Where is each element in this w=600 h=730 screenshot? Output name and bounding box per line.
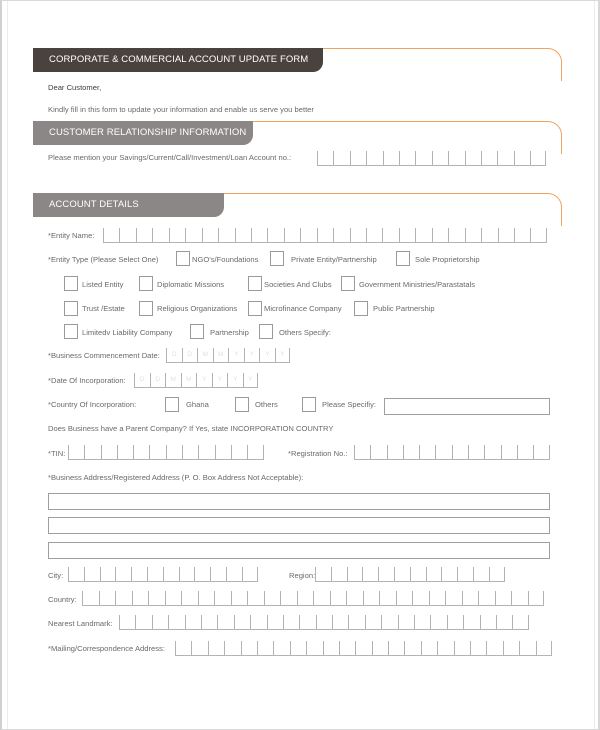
char-box[interactable] — [448, 151, 464, 166]
partnership-checkbox[interactable] — [190, 324, 204, 339]
char-box[interactable] — [437, 641, 453, 656]
private-entity-label: Private Entity/Partnership — [291, 255, 377, 264]
char-box[interactable] — [214, 591, 231, 606]
char-box[interactable] — [497, 151, 513, 166]
char-box[interactable] — [198, 445, 214, 460]
char-box[interactable] — [148, 591, 165, 606]
char-box[interactable] — [501, 445, 517, 460]
char-box[interactable] — [332, 615, 348, 630]
date-char-box[interactable]: M — [181, 373, 197, 388]
mailing-address-label: *Mailing/Correspondence Address: — [48, 644, 165, 653]
char-box[interactable] — [465, 228, 481, 243]
date-char-box[interactable]: Y — [227, 373, 243, 388]
landmark-input[interactable] — [119, 615, 529, 630]
char-box[interactable] — [481, 151, 497, 166]
char-box[interactable] — [165, 591, 182, 606]
char-box[interactable] — [415, 228, 431, 243]
char-box[interactable] — [168, 615, 184, 630]
char-box[interactable] — [68, 567, 84, 582]
char-box[interactable] — [152, 615, 168, 630]
char-box[interactable] — [101, 445, 117, 460]
char-box[interactable] — [355, 641, 371, 656]
business-address-line-1[interactable] — [48, 493, 550, 510]
char-box[interactable] — [323, 641, 339, 656]
country-inc-label: *Country Of Incorporation: — [48, 400, 137, 409]
business-address-line-2[interactable] — [48, 517, 550, 534]
char-box[interactable] — [217, 615, 233, 630]
registration-label: *Registration No.: — [288, 449, 348, 458]
char-box[interactable] — [231, 591, 248, 606]
char-box[interactable] — [191, 641, 207, 656]
char-box[interactable] — [421, 641, 437, 656]
char-box[interactable] — [517, 445, 533, 460]
char-box[interactable] — [366, 151, 382, 166]
char-box[interactable] — [394, 567, 410, 582]
please-specify-checkbox[interactable] — [302, 397, 316, 412]
ghana-checkbox[interactable] — [165, 397, 179, 412]
date-char-box[interactable]: D — [134, 373, 150, 388]
char-box[interactable] — [511, 591, 528, 606]
char-box[interactable] — [169, 228, 185, 243]
char-box[interactable] — [435, 445, 451, 460]
char-box[interactable] — [198, 591, 215, 606]
char-box[interactable] — [317, 151, 333, 166]
char-box[interactable] — [350, 151, 366, 166]
char-box[interactable] — [432, 151, 448, 166]
char-box[interactable] — [503, 641, 519, 656]
date-char-box[interactable]: D — [166, 348, 182, 363]
religious-orgs-checkbox[interactable] — [139, 301, 153, 316]
business-address-line-3[interactable] — [48, 542, 550, 559]
char-box[interactable] — [99, 591, 116, 606]
tin-label: *TIN: — [48, 449, 66, 458]
account-details-title: ACCOUNT DETAILS — [33, 193, 224, 217]
char-box[interactable] — [514, 228, 530, 243]
others-country-checkbox[interactable] — [235, 397, 249, 412]
country-label: Country: — [48, 595, 77, 604]
greeting-text: Dear Customer, — [48, 83, 102, 92]
tin-input[interactable] — [68, 445, 264, 460]
parent-company-label: Does Business have a Parent Company? If Yes, state INCORPORATION COUNTRY — [48, 424, 334, 433]
public-partnership-checkbox[interactable] — [354, 301, 368, 316]
char-box[interactable] — [399, 151, 415, 166]
char-box[interactable] — [283, 615, 299, 630]
societies-clubs-label: Societies And Clubs — [264, 280, 332, 289]
business-address-label: *Business Address/Registered Address (P. O. Box Address Not Acceptable): — [48, 473, 304, 482]
char-box[interactable] — [403, 445, 419, 460]
char-box[interactable] — [273, 641, 289, 656]
char-box[interactable] — [119, 228, 135, 243]
commencement-date-input[interactable] — [166, 348, 290, 363]
char-box[interactable] — [530, 151, 546, 166]
microfinance-label: Microfinance Company — [264, 304, 342, 313]
char-box[interactable] — [218, 228, 234, 243]
char-box[interactable] — [182, 445, 198, 460]
char-box[interactable] — [473, 567, 489, 582]
date-char-box[interactable]: Y — [228, 348, 244, 363]
char-box[interactable] — [235, 228, 251, 243]
others-specify-checkbox[interactable] — [259, 324, 273, 339]
char-box[interactable] — [362, 567, 378, 582]
char-box[interactable] — [290, 641, 306, 656]
char-box[interactable] — [131, 567, 147, 582]
char-box[interactable] — [346, 591, 363, 606]
date-char-box[interactable]: M — [213, 348, 229, 363]
char-box[interactable] — [166, 445, 182, 460]
date-char-box[interactable]: Y — [259, 348, 275, 363]
char-box[interactable] — [339, 641, 355, 656]
city-input[interactable] — [68, 567, 258, 582]
char-box[interactable] — [441, 567, 457, 582]
char-box[interactable] — [251, 228, 267, 243]
form-title: CORPORATE & COMMERCIAL ACCOUNT UPDATE FORM — [33, 48, 323, 72]
char-box[interactable] — [226, 567, 242, 582]
char-box[interactable] — [383, 151, 399, 166]
date-char-box[interactable]: Y — [243, 373, 259, 388]
sole-proprietorship-checkbox[interactable] — [396, 251, 410, 266]
date-char-box[interactable]: Y — [275, 348, 291, 363]
char-box[interactable] — [363, 591, 380, 606]
char-box[interactable] — [300, 228, 316, 243]
char-box[interactable] — [463, 615, 479, 630]
llc-label: Limitedv Liability Company — [82, 328, 173, 337]
date-char-box[interactable]: M — [197, 348, 213, 363]
char-box[interactable] — [528, 591, 545, 606]
others-specify-label: Others Specify: — [279, 328, 331, 337]
please-specify-label: Please Specifiy: — [322, 400, 377, 409]
char-box[interactable] — [454, 641, 470, 656]
char-box[interactable] — [370, 445, 386, 460]
char-box[interactable] — [284, 228, 300, 243]
char-box[interactable] — [210, 567, 226, 582]
char-box[interactable] — [68, 445, 84, 460]
ngo-checkbox[interactable] — [176, 251, 190, 266]
entity-type-label: *Entity Type (Please Select One) — [48, 255, 159, 264]
public-partnership-label: Public Partnership — [373, 304, 435, 313]
char-box[interactable] — [84, 567, 100, 582]
char-box[interactable] — [247, 445, 263, 460]
char-box[interactable] — [194, 567, 210, 582]
trust-estate-checkbox[interactable] — [64, 301, 78, 316]
char-box[interactable] — [399, 228, 415, 243]
char-box[interactable] — [489, 567, 505, 582]
char-box[interactable] — [250, 615, 266, 630]
date-char-box[interactable]: Y — [244, 348, 260, 363]
char-box[interactable] — [257, 641, 273, 656]
char-box[interactable] — [132, 591, 149, 606]
char-box[interactable] — [115, 591, 132, 606]
date-char-box[interactable]: D — [150, 373, 166, 388]
char-box[interactable] — [185, 615, 201, 630]
char-box[interactable] — [152, 228, 168, 243]
char-box[interactable] — [478, 591, 495, 606]
mailing-address-input[interactable] — [175, 641, 552, 656]
char-box[interactable] — [330, 591, 347, 606]
private-entity-checkbox[interactable] — [270, 251, 284, 266]
char-box[interactable] — [512, 615, 528, 630]
char-box[interactable] — [404, 641, 420, 656]
char-box[interactable] — [306, 641, 322, 656]
char-box[interactable] — [215, 445, 231, 460]
char-box[interactable] — [465, 151, 481, 166]
city-label: City: — [48, 571, 64, 580]
llc-checkbox[interactable] — [64, 324, 78, 339]
entity-name-label: *Entity Name: — [48, 231, 95, 240]
char-box[interactable] — [316, 615, 332, 630]
char-box[interactable] — [426, 567, 442, 582]
char-box[interactable] — [354, 445, 370, 460]
char-box[interactable] — [297, 591, 314, 606]
entity-name-input[interactable] — [103, 228, 547, 243]
others-country-label: Others — [255, 400, 278, 409]
char-box[interactable] — [379, 591, 396, 606]
char-box[interactable] — [430, 615, 446, 630]
char-box[interactable] — [136, 228, 152, 243]
char-box[interactable] — [457, 567, 473, 582]
relationship-title: CUSTOMER RELATIONSHIP INFORMATION — [33, 121, 253, 145]
char-box[interactable] — [480, 615, 496, 630]
char-box[interactable] — [372, 641, 388, 656]
char-box[interactable] — [185, 228, 201, 243]
char-box[interactable] — [519, 641, 535, 656]
char-box[interactable] — [280, 591, 297, 606]
char-box[interactable] — [415, 151, 431, 166]
char-box[interactable] — [452, 445, 468, 460]
char-box[interactable] — [536, 641, 552, 656]
char-box[interactable] — [315, 567, 331, 582]
religious-orgs-label: Religious Organizations — [157, 304, 238, 313]
char-box[interactable] — [378, 567, 394, 582]
microfinance-checkbox[interactable] — [248, 301, 262, 316]
societies-clubs-checkbox[interactable] — [248, 276, 262, 291]
landmark-label: Nearest Landmark: — [48, 619, 113, 628]
country-input[interactable] — [82, 591, 544, 606]
char-box[interactable] — [264, 591, 281, 606]
account-no-input[interactable] — [317, 151, 546, 166]
char-box[interactable] — [163, 567, 179, 582]
char-box[interactable] — [84, 445, 100, 460]
char-box[interactable] — [231, 445, 247, 460]
sole-proprietorship-label: Sole Proprietorship — [415, 255, 480, 264]
char-box[interactable] — [119, 615, 135, 630]
char-box[interactable] — [448, 228, 464, 243]
listed-entity-checkbox[interactable] — [64, 276, 78, 291]
char-box[interactable] — [414, 615, 430, 630]
char-box[interactable] — [149, 445, 165, 460]
commencement-date-label: *Business Commencement Date: — [48, 351, 160, 360]
char-box[interactable] — [348, 615, 364, 630]
char-box[interactable] — [202, 228, 218, 243]
char-box[interactable] — [267, 228, 283, 243]
char-box[interactable] — [387, 445, 403, 460]
date-char-box[interactable]: M — [165, 373, 181, 388]
registration-input[interactable] — [354, 445, 550, 460]
char-box[interactable] — [429, 591, 446, 606]
char-box[interactable] — [103, 228, 119, 243]
char-box[interactable] — [486, 641, 502, 656]
char-box[interactable] — [350, 228, 366, 243]
account-no-label: Please mention your Savings/Current/Call/Investment/Loan Account no.: — [48, 153, 292, 162]
char-box[interactable] — [179, 567, 195, 582]
char-box[interactable] — [382, 228, 398, 243]
char-box[interactable] — [299, 615, 315, 630]
char-box[interactable] — [331, 567, 347, 582]
char-box[interactable] — [317, 228, 333, 243]
char-box[interactable] — [234, 615, 250, 630]
diplomatic-missions-checkbox[interactable] — [139, 276, 153, 291]
char-box[interactable] — [247, 591, 264, 606]
char-box[interactable] — [381, 615, 397, 630]
char-box[interactable] — [175, 641, 191, 656]
incorporation-date-label: *Date Of Incorporation: — [48, 376, 126, 385]
char-box[interactable] — [470, 641, 486, 656]
char-box[interactable] — [333, 228, 349, 243]
char-box[interactable] — [388, 641, 404, 656]
date-char-box[interactable]: Y — [196, 373, 212, 388]
specify-country-input[interactable] — [384, 398, 550, 415]
char-box[interactable] — [133, 445, 149, 460]
char-box[interactable] — [447, 615, 463, 630]
char-box[interactable] — [419, 445, 435, 460]
char-box[interactable] — [181, 591, 198, 606]
char-box[interactable] — [432, 228, 448, 243]
char-box[interactable] — [530, 228, 546, 243]
date-char-box[interactable]: Y — [212, 373, 228, 388]
char-box[interactable] — [468, 445, 484, 460]
char-box[interactable] — [147, 567, 163, 582]
char-box[interactable] — [366, 228, 382, 243]
char-box[interactable] — [498, 228, 514, 243]
char-box[interactable] — [100, 567, 116, 582]
char-box[interactable] — [242, 567, 258, 582]
char-box[interactable] — [496, 615, 512, 630]
char-box[interactable] — [396, 591, 413, 606]
government-checkbox[interactable] — [341, 276, 355, 291]
partnership-label: Partnership — [210, 328, 249, 337]
char-box[interactable] — [333, 151, 349, 166]
char-box[interactable] — [135, 615, 151, 630]
char-box[interactable] — [241, 641, 257, 656]
char-box[interactable] — [115, 567, 131, 582]
char-box[interactable] — [495, 591, 512, 606]
char-box[interactable] — [484, 445, 500, 460]
incorporation-date-input[interactable] — [134, 373, 258, 388]
char-box[interactable] — [117, 445, 133, 460]
char-box[interactable] — [208, 641, 224, 656]
char-box[interactable] — [82, 591, 99, 606]
char-box[interactable] — [365, 615, 381, 630]
char-box[interactable] — [267, 615, 283, 630]
char-box[interactable] — [410, 567, 426, 582]
char-box[interactable] — [412, 591, 429, 606]
char-box[interactable] — [481, 228, 497, 243]
date-char-box[interactable]: D — [182, 348, 198, 363]
region-input[interactable] — [315, 567, 505, 582]
intro-text: Kindly fill in this form to update your information and enable us serve you better — [48, 105, 314, 114]
char-box[interactable] — [313, 591, 330, 606]
char-box[interactable] — [201, 615, 217, 630]
trust-estate-label: Trust /Estate — [82, 304, 125, 313]
ghana-label: Ghana — [186, 400, 209, 409]
char-box[interactable] — [462, 591, 479, 606]
diplomatic-missions-label: Diplomatic Missions — [157, 280, 225, 289]
listed-entity-label: Listed Entity — [82, 280, 124, 289]
char-box[interactable] — [533, 445, 549, 460]
ngo-label: NGO's/Foundations — [192, 255, 259, 264]
char-box[interactable] — [224, 641, 240, 656]
char-box[interactable] — [347, 567, 363, 582]
char-box[interactable] — [445, 591, 462, 606]
region-label: Region: — [289, 571, 316, 580]
char-box[interactable] — [398, 615, 414, 630]
government-label: Government Ministries/Parastatals — [359, 280, 476, 289]
char-box[interactable] — [514, 151, 530, 166]
